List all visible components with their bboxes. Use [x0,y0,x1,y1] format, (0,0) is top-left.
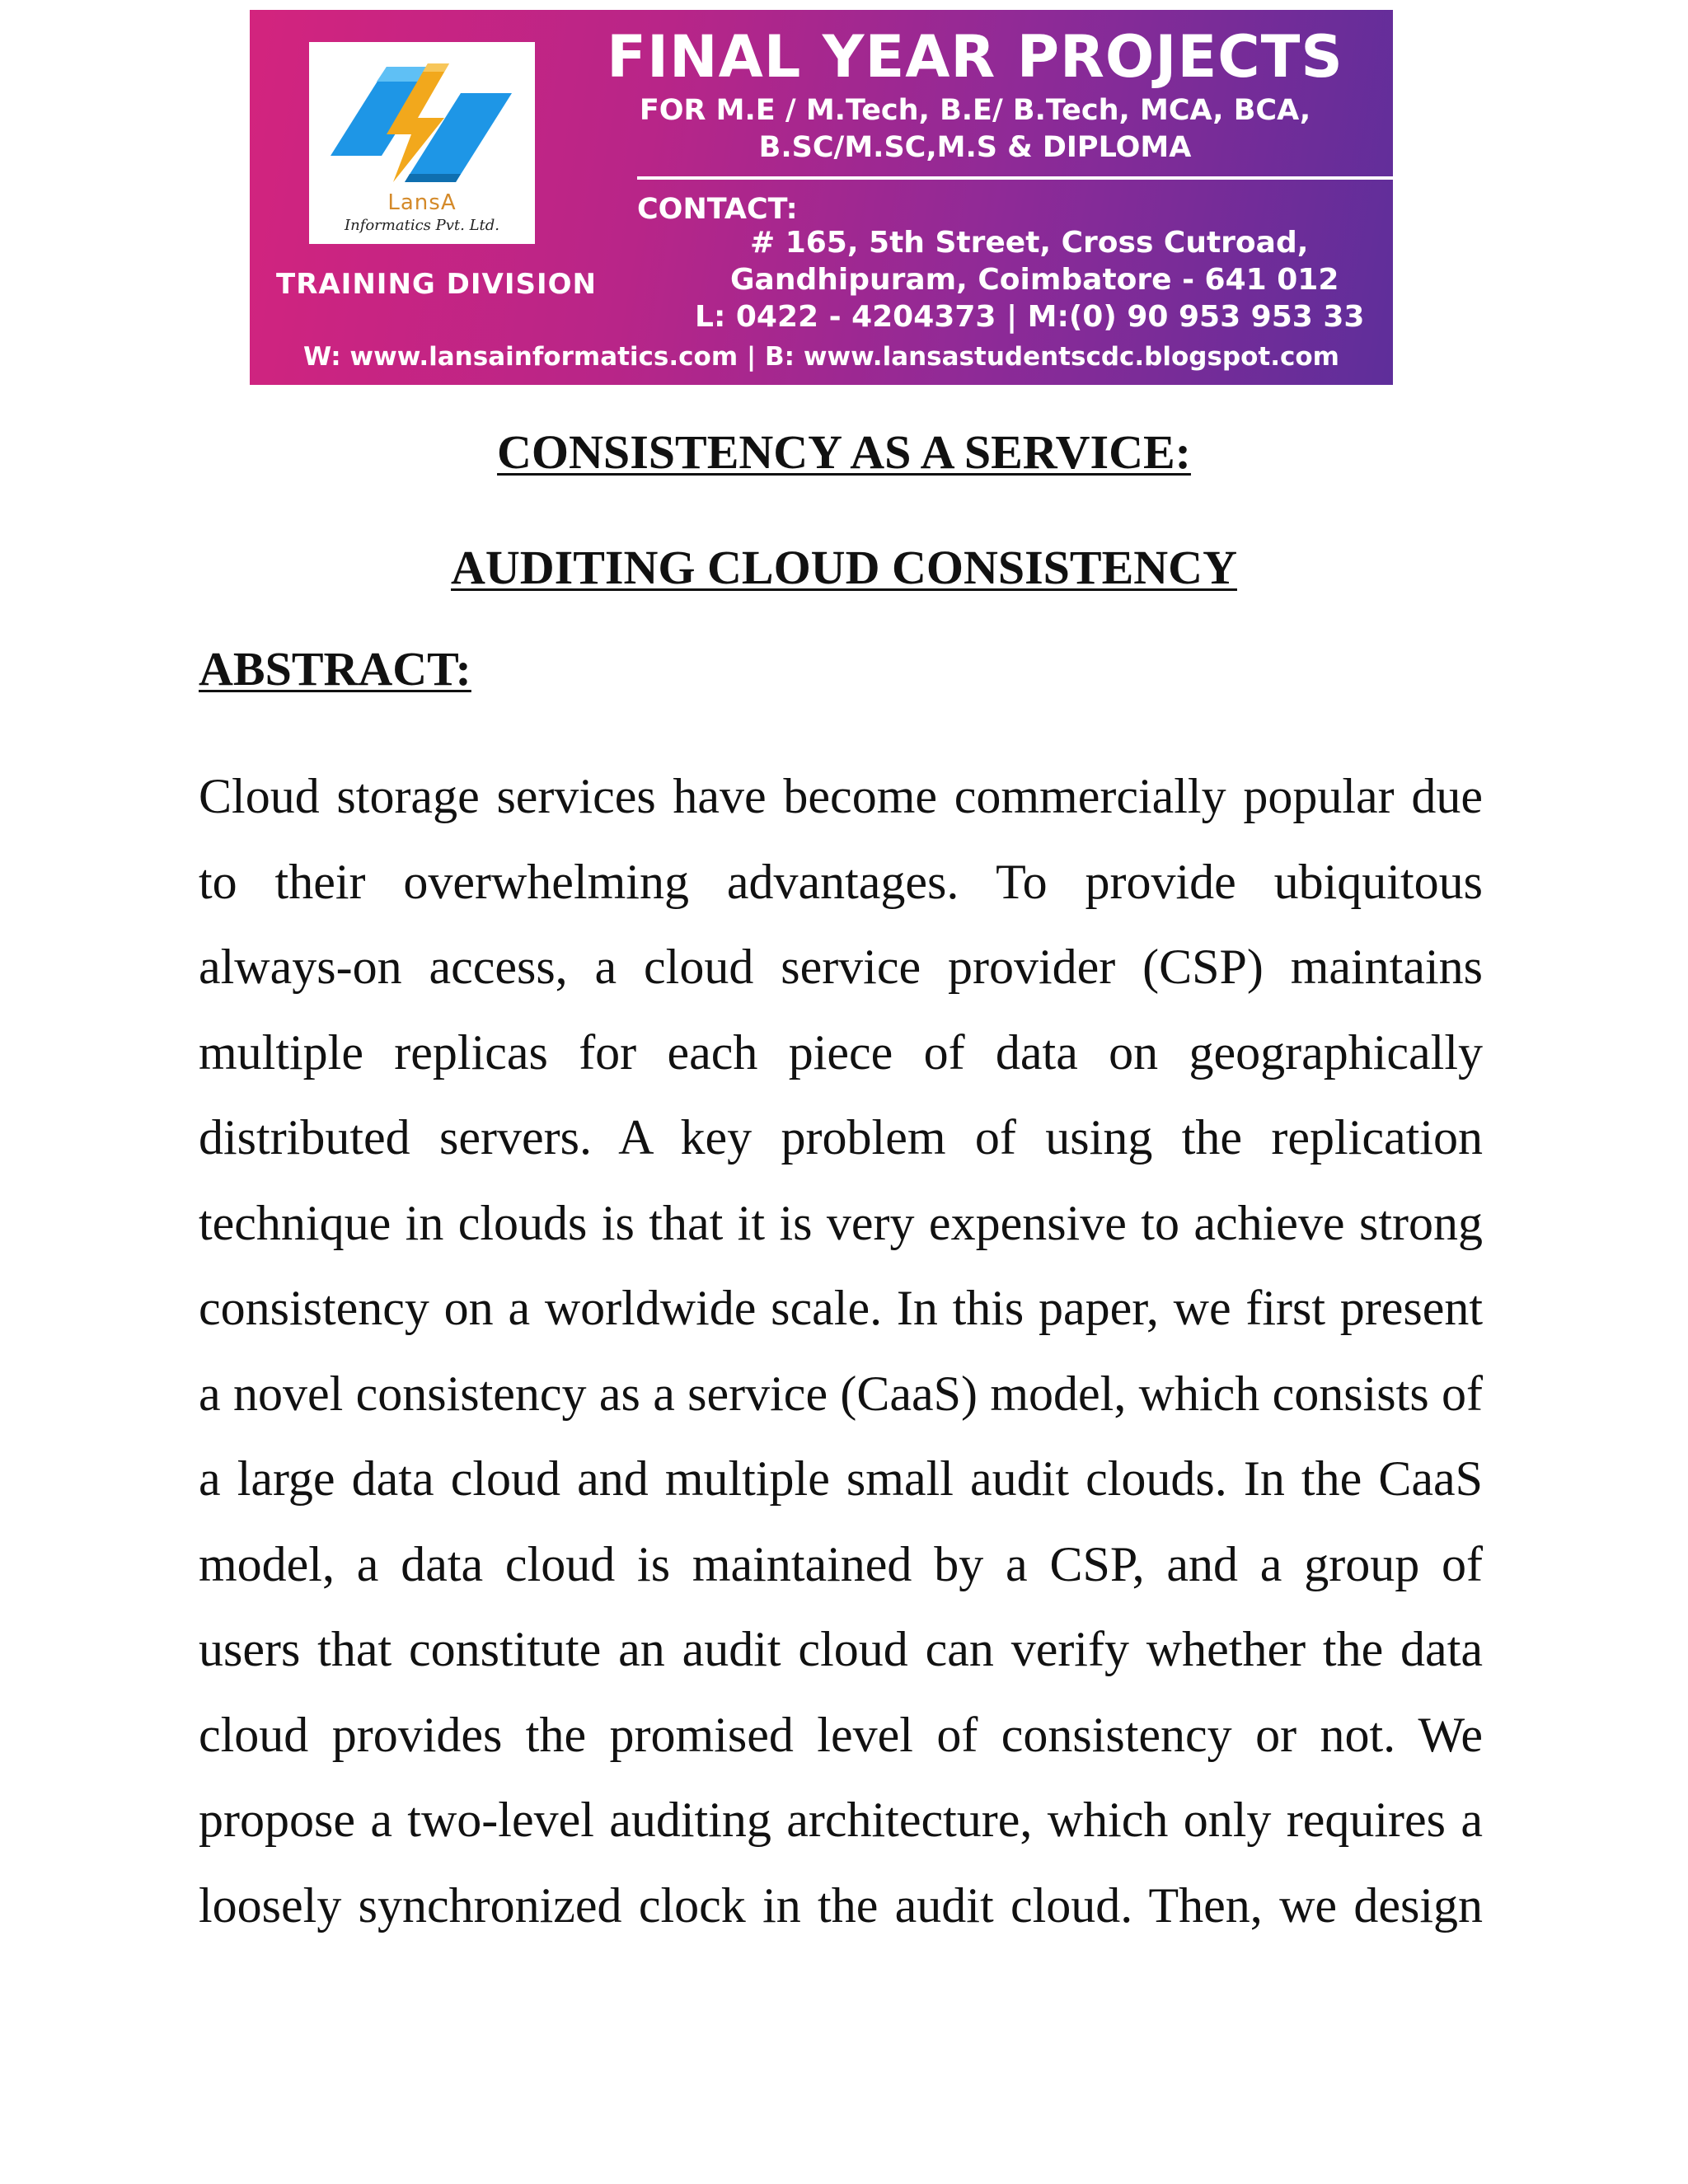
banner-divider [637,176,1393,180]
address-line2: Gandhipuram, Coimbatore - 641 012 [730,263,1339,297]
abstract-line: distributed servers. A key problem of using the replication [199,1110,1483,1165]
document-title-line1: CONSISTENCY AS A SERVICE: [497,425,1191,479]
abstract-line: to their overwhelming advantages. To provide ubiquitous [199,854,1483,909]
abstract-line: users that constitute an audit cloud can verify whether the data [199,1622,1483,1676]
abstract-line: model, a data cloud is maintained by a CSP, and a group of [199,1536,1483,1591]
abstract-heading: ABSTRACT: [199,642,471,696]
address-line1: # 165, 5th Street, Cross Cutroad, [750,226,1309,260]
header-banner [250,10,1393,385]
abstract-line: technique in clouds is that it is very expensive to achieve strong [199,1195,1483,1250]
logo-name: LansA [387,190,457,215]
training-division-label: TRAINING DIVISION [276,268,597,301]
abstract-body [199,754,1483,1948]
abstract-line: always-on access, a cloud service provider (CSP) maintains [199,940,1483,994]
document-title-line2: AUDITING CLOUD CONSISTENCY [451,541,1237,594]
banner-courses-line2: B.SC/M.SC,M.S & DIPLOMA [758,131,1192,164]
website-line: W: www.lansainformatics.com | B: www.lansastudentscdc.blogspot.com [303,342,1339,372]
abstract-line: Cloud storage services have become commercially popular due [199,769,1483,823]
contact-label: CONTACT: [637,193,798,226]
abstract-line: loosely synchronized clock in the audit cloud. Then, we design [199,1877,1483,1933]
banner-title: FINAL YEAR PROJECTS [607,23,1343,91]
abstract-line: propose a two-level auditing architecture, which only requires a [199,1793,1483,1847]
lansa-logo-icon [329,59,515,190]
abstract-line: cloud provides the promised level of consistency or not. We [199,1707,1483,1762]
company-logo [309,42,535,244]
abstract-line: multiple replicas for each piece of data on geographically [199,1024,1483,1080]
abstract-line: a large data cloud and multiple small audit clouds. In the CaaS [199,1451,1483,1506]
abstract-line: a novel consistency as a service (CaaS) model, which consists of [199,1366,1483,1421]
abstract-line: consistency on a worldwide scale. In this paper, we first present [199,1281,1483,1335]
phone-line: L: 0422 - 4204373 | M:(0) 90 953 953 33 [695,300,1365,334]
banner-courses-line1: FOR M.E / M.Tech, B.E/ B.Tech, MCA, BCA, [639,94,1311,127]
logo-subtitle: Informatics Pvt. Ltd. [344,217,500,234]
